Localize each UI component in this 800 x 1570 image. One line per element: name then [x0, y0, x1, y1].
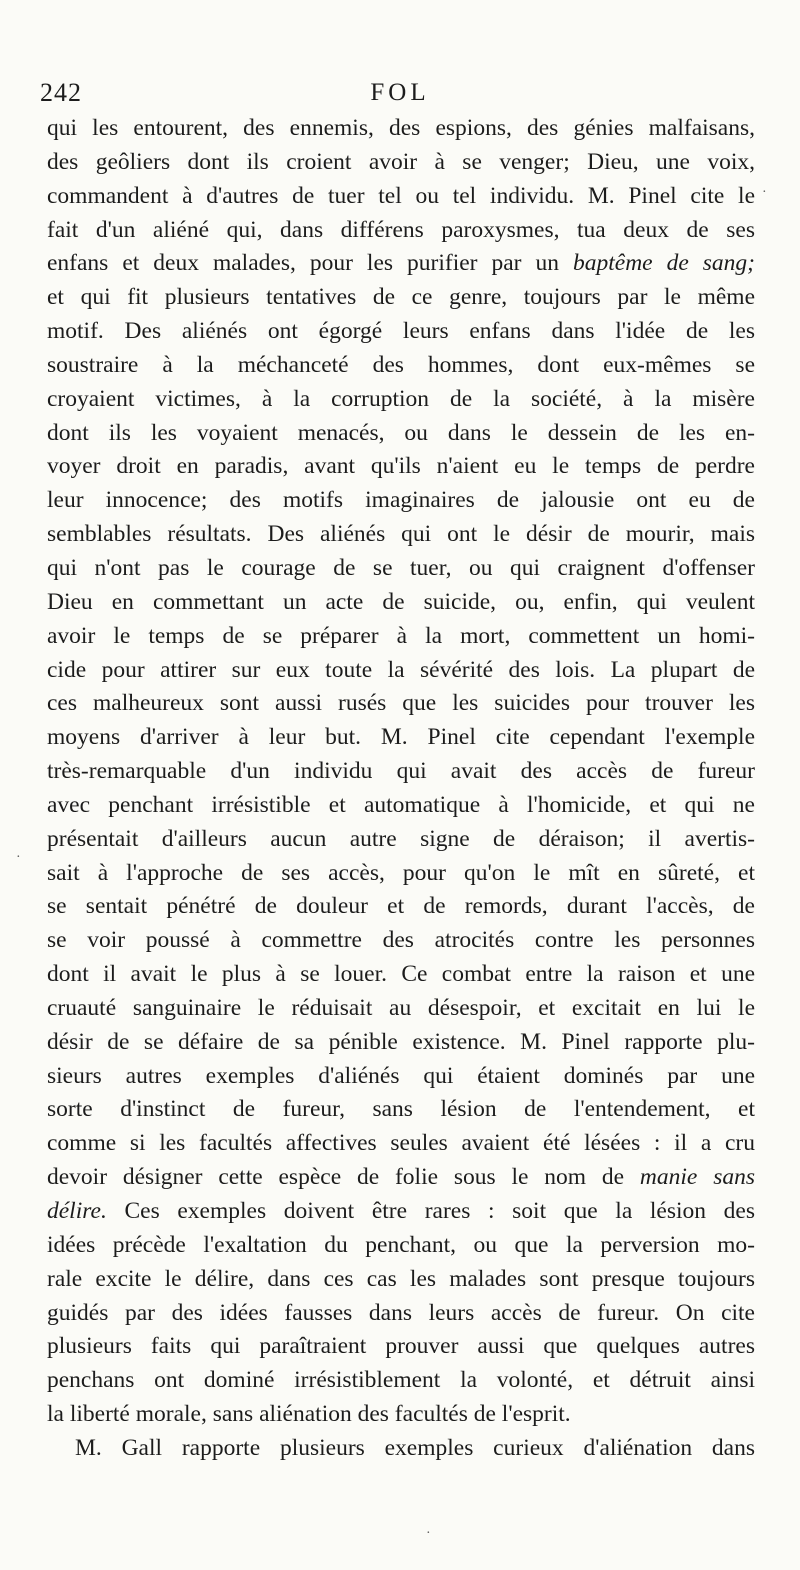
text-run: moyens d'arriver à leur but. M. Pinel cite cependant l'exemple: [47, 724, 755, 751]
text-run: semblables résultats. Des aliénés qui ont le désir de mourir, mais: [47, 521, 755, 548]
text-run: croyaient victimes, à la corruption de la société, à la misère: [47, 385, 755, 412]
text-line: [47, 924, 755, 958]
text-run: qui les entourent, des ennemis, des espions, des génies malfaisans,: [47, 115, 755, 141]
text-run: motif. Des aliénés ont égorgé leurs enfans dans l'idée de les: [47, 318, 755, 345]
text-line: [47, 1195, 755, 1229]
text-line: [47, 1026, 755, 1060]
text-run: penchans ont dominé irrésistiblement la volonté, et détruit ainsi: [47, 1367, 755, 1394]
text-run: enfans et deux malades, pour les purifier par un: [47, 250, 573, 277]
text-run: idées précède l'exaltation du penchant, ou que la perversion mo-: [47, 1231, 755, 1258]
text-run: soustraire à la méchanceté des hommes, dont eux-mêmes se: [47, 351, 755, 378]
text-run: avec penchant irrésistible et automatique à l'homicide, et qui ne: [47, 791, 755, 818]
margin-speck: ·: [762, 185, 767, 200]
text-line: [47, 654, 755, 688]
text-line: [47, 315, 755, 349]
text-line: [47, 1263, 755, 1297]
text-run: sieurs autres exemples d'aliénés qui étaient dominés par une: [47, 1062, 755, 1089]
text-run: plusieurs faits qui paraîtraient prouver aussi que quelques autres: [47, 1333, 755, 1360]
text-run: leur innocence; des motifs imaginaires de jalousie ont eu de: [47, 487, 755, 514]
text-line: [47, 417, 755, 451]
text-line: [47, 112, 755, 146]
text-run: qui n'ont pas le courage de se tuer, ou qui craignent d'offenser: [47, 554, 755, 581]
text-line: [47, 890, 755, 924]
text-run: fait d'un aliéné qui, dans différens paroxysmes, tua deux de ses: [47, 216, 755, 243]
text-run: M. Gall rapporte plusieurs exemples curieux d'aliénation dans: [75, 1434, 755, 1461]
text-run: très-remarquable d'un individu qui avait des accès de fureur: [47, 758, 755, 785]
text-run: sorte d'instinct de fureur, sans lésion de l'entendement, et: [47, 1096, 755, 1123]
page-speck: ·: [426, 1526, 431, 1541]
text-run: rale excite le délire, dans ces cas les malades sont presque toujours: [47, 1265, 755, 1292]
text-line: [47, 552, 755, 586]
body-text: [47, 112, 755, 1466]
text-line: [47, 383, 755, 417]
text-line: [47, 1297, 755, 1331]
text-run: ces malheureux sont aussi rusés que les suicides pour trouver les: [47, 690, 755, 717]
text-line: [47, 1127, 755, 1161]
text-run: commandent à d'autres de tuer tel ou tel individu. M. Pinel cite le: [47, 182, 755, 209]
text-run: et qui fit plusieurs tentatives de ce genre, toujours par le même: [47, 284, 755, 311]
text-run: dont ils les voyaient menacés, ou dans le dessein de les en-: [47, 419, 755, 446]
text-run: désir de se défaire de sa pénible existence. M. Pinel rapporte plu-: [47, 1028, 755, 1055]
text-line: [47, 349, 755, 383]
text-line: [47, 281, 755, 315]
italic-phrase: baptême de sang;: [572, 250, 755, 277]
page-number: 242: [40, 78, 82, 107]
text-line: [47, 789, 755, 823]
text-line: [47, 755, 755, 789]
text-line: [47, 1330, 755, 1364]
text-run: cide pour attirer sur eux toute la sévérité des lois. La plupart de: [47, 656, 755, 683]
text-line: [47, 180, 755, 214]
text-line: [47, 214, 755, 248]
text-run: se voir poussé à commettre des atrocités contre les personnes: [47, 927, 755, 954]
text-run: guidés par des idées fausses dans leurs accès de fureur. On cite: [47, 1299, 755, 1326]
text-line: [47, 1093, 755, 1127]
text-run: avoir le temps de se préparer à la mort, commettent un homi-: [47, 622, 755, 649]
text-run: sait à l'approche de ses accès, pour qu'on le mît en sûreté, et: [47, 859, 755, 886]
text-run: Dieu en commettant un acte de suicide, ou, enfin, qui veulent: [47, 588, 755, 615]
text-line: [47, 1060, 755, 1094]
text-run: dont il avait le plus à se louer. Ce combat entre la raison et une: [47, 961, 755, 988]
text-run: des geôliers dont ils croient avoir à se venger; Dieu, une voix,: [47, 148, 755, 175]
running-title: FOL: [370, 79, 430, 106]
text-run: Ces exemples doivent être rares : soit que la lésion des: [106, 1198, 755, 1224]
text-line: [47, 620, 755, 654]
text-run: voyer droit en paradis, avant qu'ils n'aient eu le temps de perdre: [47, 453, 755, 480]
text-line: [47, 1398, 755, 1432]
text-line: [47, 450, 755, 484]
text-run: comme si les facultés affectives seules avaient été lésées : il a cru: [47, 1130, 755, 1157]
margin-speck: ·: [16, 850, 21, 865]
text-line: [47, 823, 755, 857]
text-line: [47, 1432, 755, 1466]
text-line: [47, 146, 755, 180]
text-line: [47, 992, 755, 1026]
text-run: cruauté sanguinaire le réduisait au désespoir, et excitait en lui le: [47, 994, 755, 1021]
text-line: [47, 857, 755, 891]
text-line: [47, 247, 755, 281]
text-line: [47, 1229, 755, 1263]
text-run: se sentait pénétré de douleur et de remords, durant l'accès, de: [47, 893, 755, 920]
text-run: présentait d'ailleurs aucun autre signe de déraison; il avertis-: [47, 825, 755, 852]
text-line: [47, 687, 755, 721]
text-line: [47, 1161, 755, 1195]
text-run: devoir désigner cette espèce de folie sous le nom de: [47, 1164, 640, 1191]
running-head: [40, 78, 760, 108]
text-line: [47, 958, 755, 992]
text-line: [47, 484, 755, 518]
text-run: la liberté morale, sans aliénation des facultés de l'esprit.: [47, 1401, 571, 1428]
text-line: [47, 1364, 755, 1398]
text-line: [47, 721, 755, 755]
italic-phrase: délire.: [47, 1198, 107, 1224]
text-line: [47, 586, 755, 620]
italic-phrase: manie sans: [639, 1164, 755, 1191]
text-line: [47, 518, 755, 552]
